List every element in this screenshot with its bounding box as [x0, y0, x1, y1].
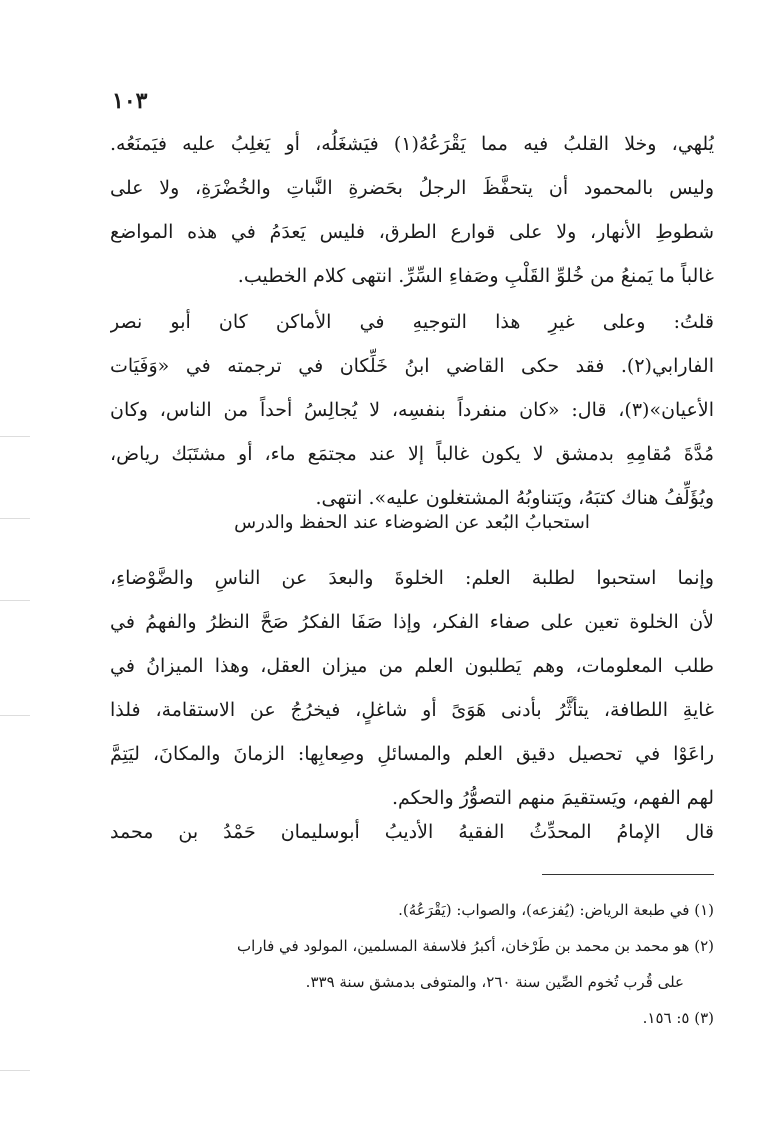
text-line: لهم الفهم، ويَستقيمَ منهم التصوُّرُ والحكم. [391, 787, 714, 809]
paragraph-3 [110, 556, 714, 820]
text-line: شطوطِ الأنهار، ولا على قوارع الطرق، فليس يَعدَمُ في هذه المواضع [110, 221, 714, 243]
text-line: لأن الخلوة تعين على صفاء الفكر، وإذا صَفَا الفكرُ صَحَّ النظرُ والفهمُ في [110, 611, 714, 633]
footnote-2 [110, 928, 714, 1000]
paragraph-1 [110, 122, 714, 298]
text-line: غالباً ما يَمنعُ من خُلوِّ القَلْبِ وصَفاءِ السِّرِّ. انتهى كلام الخطيب. [237, 265, 714, 287]
footnote-1 [110, 892, 714, 928]
scan-edge-mark [0, 1070, 30, 1071]
scan-edge-mark [0, 715, 30, 716]
footnote-line: (٢) هو محمد بن محمد بن طَرْخان، أكبرُ فلاسفة المسلمين، المولود في فاراب [236, 937, 714, 955]
scan-edge-mark [0, 436, 30, 437]
text-line: طلب المعلومات، وهم يَطلبون العلم من ميزان العقل، وهذا الميزانُ في [110, 655, 714, 677]
scan-edge-mark [0, 518, 30, 519]
text-line: مُدَّةَ مُقامِهِ بدمشق لا يكون غالباً إلا عند مجتمَع ماء، أو مشتَبَك رياض، [110, 443, 714, 465]
text-line: الأعيان»(٣)، قال: «كان منفرداً بنفسِه، لا يُجالِسُ أحداً من الناس، وكان [110, 399, 714, 421]
footnote-3 [110, 1000, 714, 1036]
text-line: وليس بالمحمود أن يتحفَّظَ الرجلُ بحَضرةِ النَّباتِ والخُضْرَةِ، ولا على [110, 177, 714, 199]
page-number: ١٠٣ [112, 88, 148, 114]
text-line: قلتُ: وعلى غيرِ هذا التوجيهِ في الأماكن كان أبو نصر [110, 311, 714, 333]
text-line: غايةِ اللطافة، يتأثَّرُ بأدنى هَوَىً أو شاغلٍ، فيخرُجُ عن الاستقامة، فلذا [110, 699, 714, 721]
footnote-line: (١) في طبعة الرياض: (يُفزعه)، والصواب: (يَقْرَعُهُ). [398, 901, 714, 919]
scan-edge-mark [0, 600, 30, 601]
paragraph-4 [110, 810, 714, 854]
footnotes [110, 892, 714, 1036]
text-line: الفارابي(٢). فقد حكى القاضي ابنُ خَلِّكان في ترجمته في «وَفَيَات [110, 355, 714, 377]
section-heading: استحبابُ البُعد عن الضوضاء عند الحفظ والدرس [234, 512, 590, 533]
text-line: ويُؤَلِّفُ هناك كتبَهُ، ويَتناوبُهُ المشتغلون عليه». انتهى. [315, 487, 714, 509]
footnote-separator [542, 874, 714, 875]
footnote-line: (٣) ٥: ١٥٦. [642, 1009, 714, 1027]
text-line: قال الإمامُ المحدِّثُ الفقيهُ الأديبُ أبوسليمان حَمْدُ بن محمد [110, 821, 714, 843]
text-line: وإنما استحبوا لطلبة العلم: الخلوةَ والبعدَ عن الناسِ والضَّوْضاءِ، [110, 567, 714, 589]
footnote-line: على قُرب تُخوم الصِّين سنة ٢٦٠، والمتوفى بدمشق سنة ٣٣٩. [305, 973, 684, 991]
text-line: راعَوْا في تحصيل دقيق العلم والمسائلِ وصِعابِها: الزمانَ والمكانَ، ليَتِمَّ [110, 743, 714, 765]
paragraph-2 [110, 300, 714, 520]
text-line: يُلهي، وخلا القلبُ فيه مما يَقْرَعُهُ(١) فيَشغَلُه، أو يَغلِبُ عليه فيَمنَعُه. [110, 133, 714, 155]
